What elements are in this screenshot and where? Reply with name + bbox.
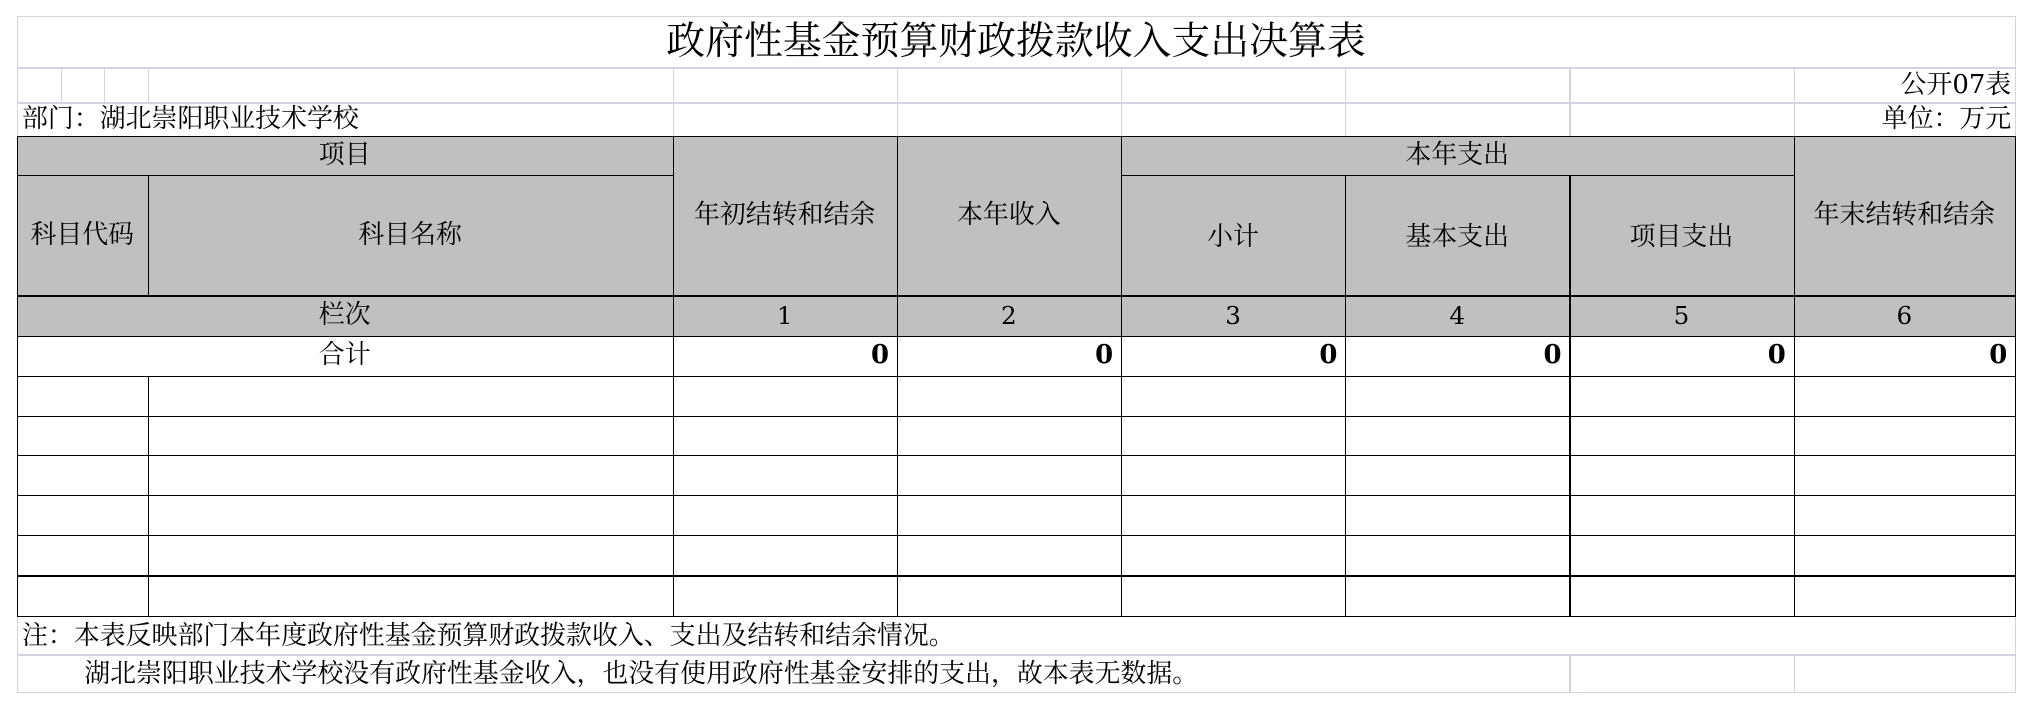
column-index-4: 4 [1449,300,1466,330]
total-project-expense: 0 [1767,340,1786,371]
header-item: 项目 [318,140,371,171]
total-current-income: 0 [1095,340,1114,371]
gridline [61,67,62,102]
column-index-5: 5 [1673,300,1690,330]
table-border [17,376,2017,377]
note-line-1: 注：本表反映部门本年度政府性基金预算财政拨款收入、支出及结转和结余情况。 [22,620,955,651]
gridline [2015,616,2016,694]
gridline [17,692,2017,693]
table-code: 公开07表 [1900,69,2012,100]
header-closing-balance: 年末结转和结余 [1813,200,1995,231]
header-subject-name: 科目名称 [358,219,462,250]
gridline [1569,654,1570,693]
table-border [17,416,2017,417]
header-project-expense: 项目支出 [1629,222,1734,253]
table-border [17,495,2017,496]
note-line-2: 湖北崇阳职业技术学校没有政府性基金收入，也没有使用政府性基金安排的支出，故本表无数据。 [84,658,1199,689]
header-subject-code: 科目代码 [30,219,135,250]
header-basic-expense: 基本支出 [1405,222,1510,253]
total-subtotal: 0 [1319,340,1338,371]
gridline [673,67,674,136]
department-label: 部门：湖北崇阳职业技术学校 [22,103,359,134]
table-border [17,535,2017,536]
gridline [148,67,149,102]
table-border [17,455,2017,456]
table-border [17,575,2017,576]
header-subtotal: 小计 [1207,222,1259,253]
gridline [1121,67,1122,136]
column-index-1: 1 [776,300,793,330]
unit-label: 单位：万元 [1881,103,2012,134]
column-index-3: 3 [1225,300,1241,330]
gridline [1345,67,1346,136]
column-index-6: 6 [1896,300,1913,330]
total-row-label: 合计 [318,340,371,371]
total-opening-balance: 0 [870,340,889,371]
gridline [2015,16,2016,137]
table-border [17,616,2017,617]
gridline [1569,67,1570,136]
page-title: 政府性基金预算财政拨款收入支出决算表 [666,18,1366,64]
gridline [17,616,18,694]
column-index-2: 2 [1001,300,1017,330]
gridline [897,67,898,136]
column-index-label: 栏次 [318,300,371,331]
total-closing-balance: 0 [1989,340,2008,371]
header-opening-balance: 年初结转和结余 [693,200,876,231]
gridline [17,654,2017,655]
gridline [17,67,2017,68]
total-basic-expense: 0 [1543,340,1562,371]
table-border [148,376,149,617]
gridline [1794,654,1795,693]
header-current-expense: 本年支出 [1405,140,1510,171]
gridline [104,67,105,102]
table-border [2015,136,2016,617]
header-current-income: 本年收入 [957,200,1061,231]
